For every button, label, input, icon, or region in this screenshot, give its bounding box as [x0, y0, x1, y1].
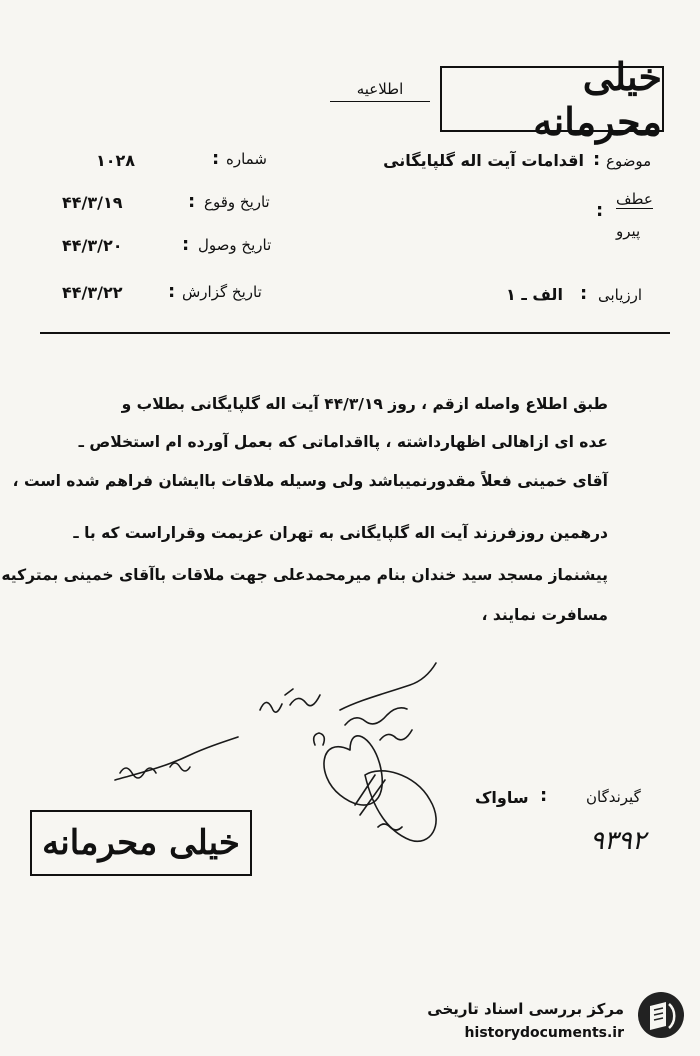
- body-line: عده ای ازاهالی اظهارداشته ، پااقداماتی که بعمل آورده ام استخلاص ـ: [78, 433, 608, 451]
- number-colon: :: [212, 148, 220, 169]
- receipt-date-colon: :: [182, 234, 190, 255]
- recipients-label: گیرندگان: [586, 788, 641, 806]
- subject-label: موضوع: [606, 152, 652, 170]
- follow-label: پیرو: [616, 222, 641, 240]
- evaluation-colon: :: [580, 283, 588, 304]
- occurrence-date-colon: :: [188, 191, 196, 212]
- header-divider: [40, 332, 670, 334]
- archive-logo-icon: [636, 990, 686, 1040]
- classification-stamp-bottom: [30, 810, 252, 876]
- evaluation-label: ارزیابی: [598, 286, 643, 304]
- occurrence-date-value: ۴۴/۳/۱۹: [62, 193, 123, 212]
- archive-name: مرکز بررسی اسناد تاریخی: [427, 1000, 624, 1018]
- evaluation-value: الف ـ ۱: [506, 285, 563, 304]
- handwritten-number: ۹۳۹۲: [590, 826, 646, 856]
- receipt-date-label: تاریخ وصول: [198, 236, 272, 254]
- subject-value: اقدامات آیت اله گلپایگانی: [383, 151, 584, 170]
- classification-stamp-text: خیلی محرمانه: [42, 823, 240, 863]
- body-line: مسافرت نمایند ،: [481, 606, 608, 624]
- body-line: پیشنماز مسجد سید خندان بنام میرمحمدعلی جهت ملاقات باآقای خمینی بمترکیه: [1, 566, 608, 584]
- body-line: درهمین روزفرزند آیت اله گلپایگانی به تهران عزیمت وقراراست که با ـ: [73, 524, 608, 542]
- subject-colon: :: [593, 149, 601, 170]
- classification-stamp-top: [440, 54, 664, 144]
- number-value: ۱۰۲۸: [96, 151, 136, 170]
- report-date-label: تاریخ گزارش: [182, 283, 262, 301]
- receipt-date-value: ۴۴/۳/۲۰: [62, 236, 123, 255]
- occurrence-date-label: تاریخ وقوع: [204, 193, 270, 211]
- recipients-value: ساواک: [475, 788, 529, 807]
- archive-url[interactable]: historydocuments.ir: [464, 1025, 624, 1041]
- body-line: طبق اطلاع واصله ازقم ، روز ۴۴/۳/۱۹ آیت اله گلپایگانی بطلاب و: [121, 395, 608, 413]
- document-type: اطلاعیه: [330, 80, 430, 102]
- reference-colon: :: [596, 200, 604, 221]
- classification-stamp-text: خیلی محرمانه: [533, 54, 662, 144]
- body-line: آقای خمینی فعلاً مقدورنمیباشد ولی وسیله ملاقات باایشان فراهم شده است ،: [12, 472, 608, 490]
- recipients-colon: :: [540, 785, 548, 806]
- report-date-value: ۴۴/۳/۲۲: [62, 283, 123, 302]
- number-label: شماره: [226, 150, 267, 168]
- reference-label: عطف: [616, 190, 653, 208]
- report-date-colon: :: [168, 281, 176, 302]
